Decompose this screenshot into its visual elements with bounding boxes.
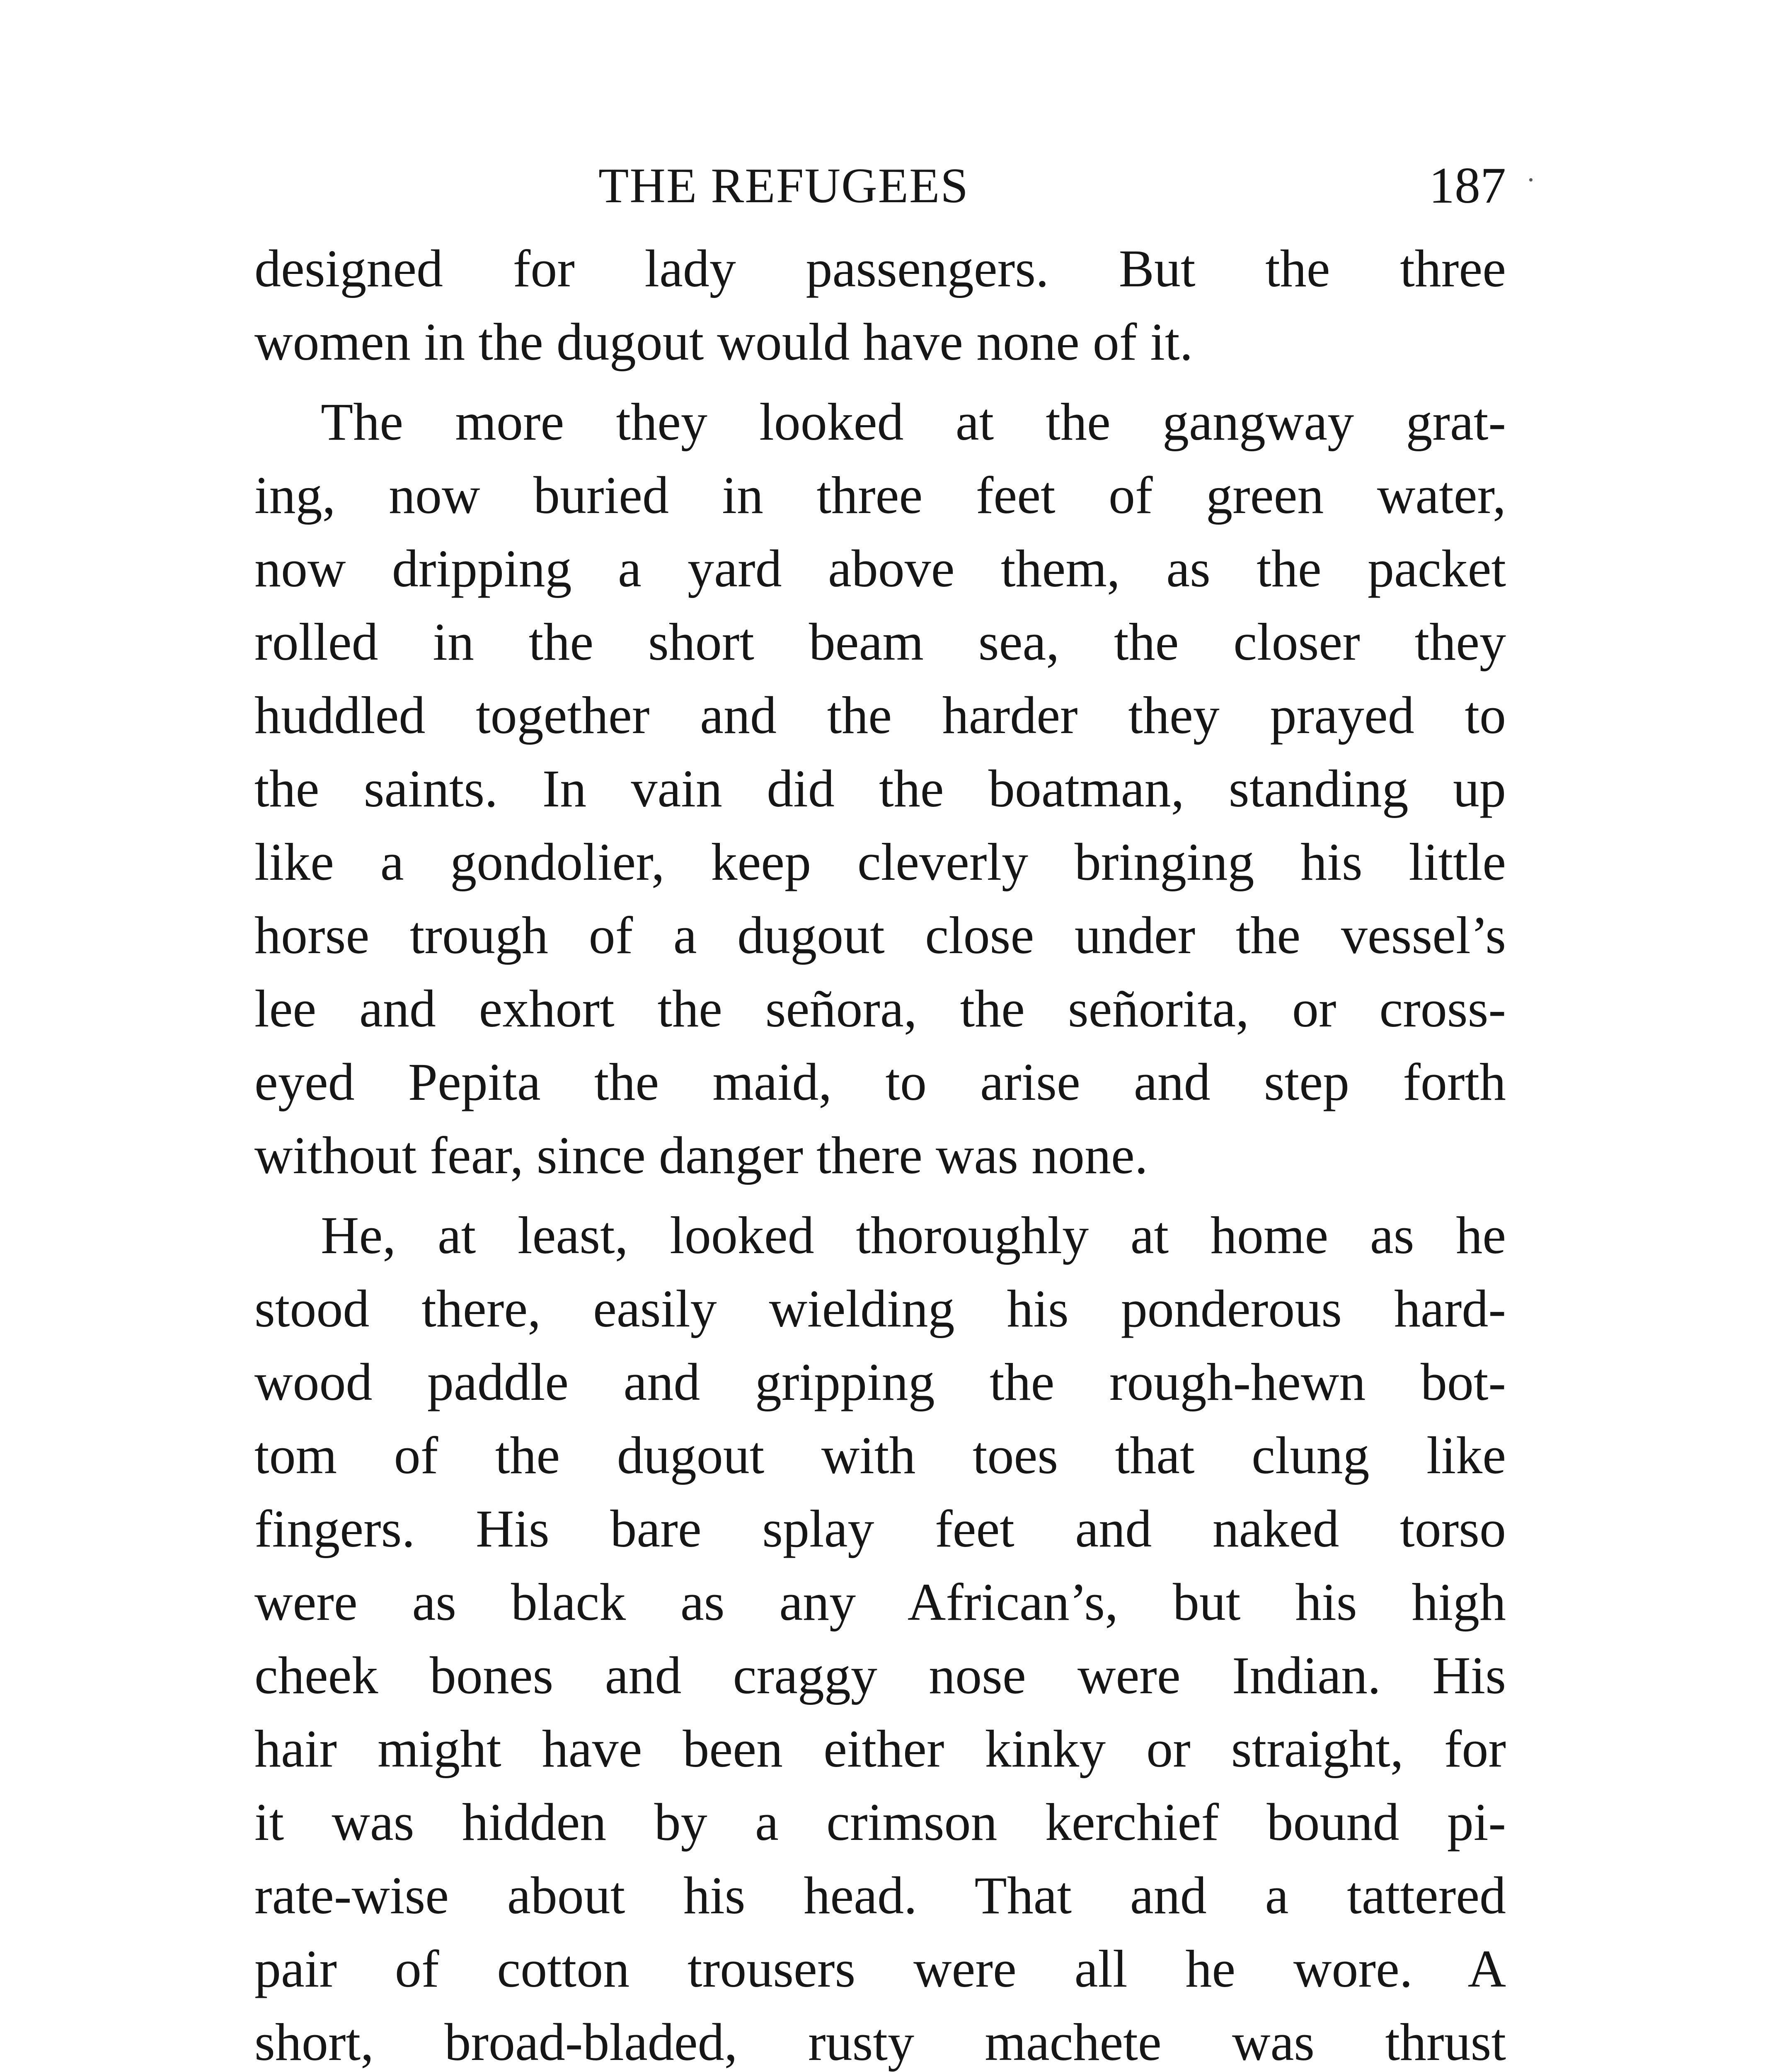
text-line: lee and exhort the señora, the señorita, or cross- [254,979,1506,1038]
body-text [254,232,1506,2072]
text-line: stood there, easily wielding his ponderous hard- [254,1279,1506,1338]
text-line: designed for lady passengers. But the three [254,239,1506,298]
text-line: wood paddle and gripping the rough-hewn bot- [254,1353,1506,1411]
text-line: were as black as any African’s, but his high [254,1573,1506,1631]
text-line: He, at least, looked thoroughly at home as he [321,1206,1506,1265]
text-line: rate-wise about his head. That and a tattered [254,1866,1506,1925]
text-line: women in the dugout would have none of it. [254,312,1193,371]
text-line: the saints. In vain did the boatman, standing up [254,759,1506,818]
text-line: pair of cotton trousers were all he wore. A [254,1939,1506,1998]
page-number: 187 [1429,157,1506,214]
text-line: fingers. His bare splay feet and naked torso [254,1499,1506,1558]
text-line: without fear, since danger there was none. [254,1126,1148,1185]
text-line: like a gondolier, keep cleverly bringing his little [254,833,1506,891]
paragraph [254,385,1506,1192]
paragraph [254,1199,1506,2072]
text-line: hair might have been either kinky or straight, for [254,1719,1506,1778]
text-line: huddled together and the harder they prayed to [254,686,1506,745]
text-line: horse trough of a dugout close under the vessel’s [254,906,1506,965]
text-line: it was hidden by a crimson kerchief bound pi- [254,1793,1506,1852]
text-line: cheek bones and craggy nose were Indian. His [254,1646,1506,1705]
paragraph [254,232,1506,379]
text-line: ing, now buried in three feet of green water, [254,466,1506,525]
running-title: THE REFUGEES [598,158,969,213]
text-line: now dripping a yard above them, as the packet [254,539,1506,598]
text-line: rolled in the short beam sea, the closer they [254,612,1506,671]
print-speck [1529,178,1533,182]
text-line: short, broad-bladed, rusty machete was thrust [254,2013,1506,2072]
text-line: The more they looked at the gangway grat- [321,392,1506,451]
text-line: tom of the dugout with toes that clung like [254,1426,1506,1485]
text-line: eyed Pepita the maid, to arise and step forth [254,1053,1506,1111]
page-header [254,157,1506,215]
